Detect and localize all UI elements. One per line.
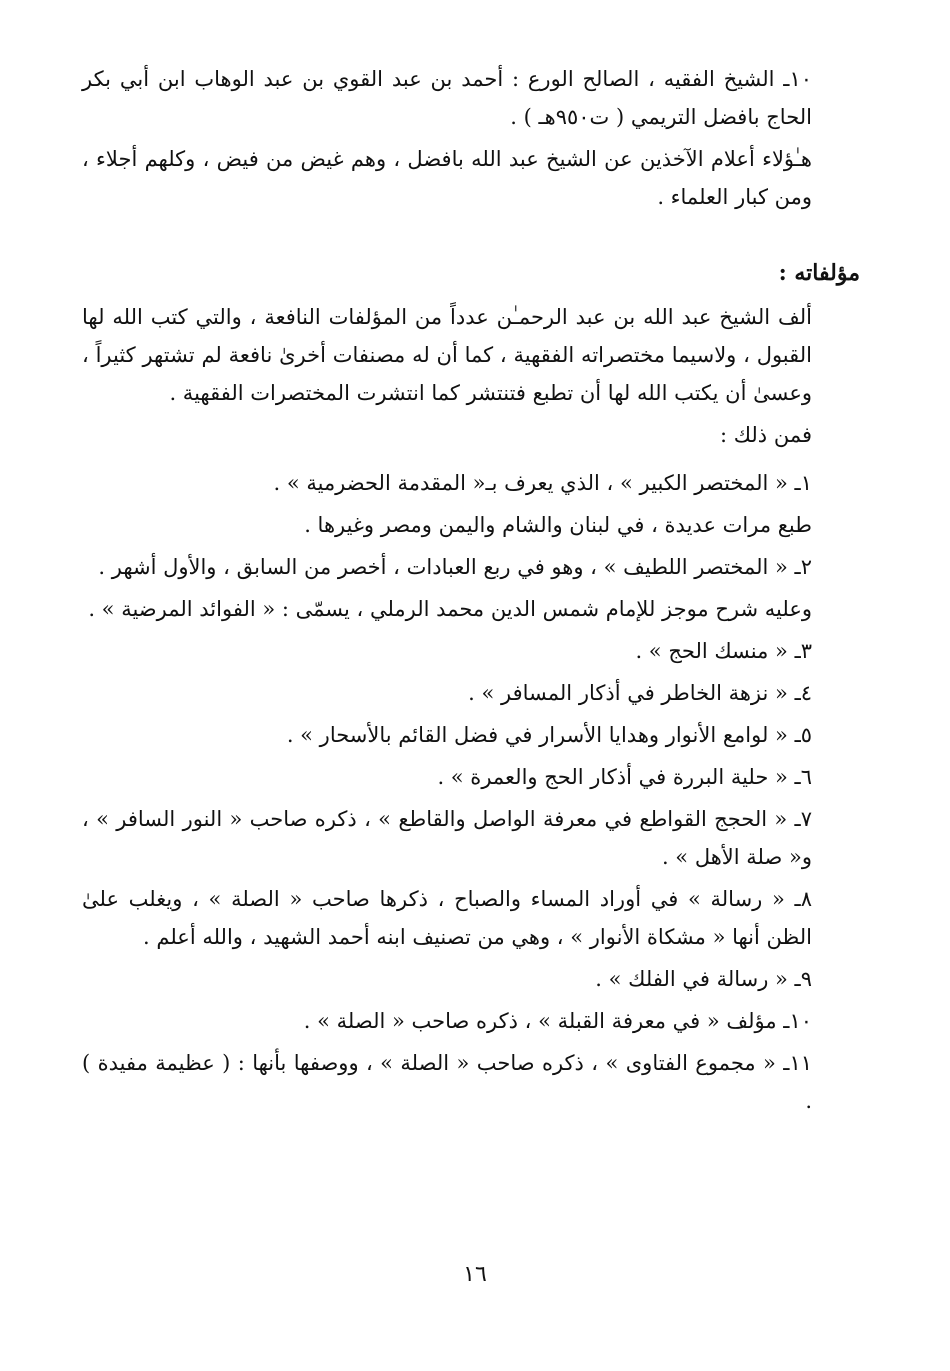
page-body [82,60,860,1124]
list-item: ١١ـ « مجموع الفتاوى » ، ذكره صاحب « الصلة » ، ووصفها بأنها : ( عظيمة مفيدة ) . [82,1051,812,1113]
list-item: ٢ـ « المختصر اللطيف » ، وهو في ربع العبادات ، أخصر من السابق ، والأول أشهر . [98,555,812,579]
paragraph-summary: هـٰؤلاء أعلام الآخذين عن الشيخ عبد الله بافضل ، وهم غيض من فيض ، وكلهم أجلاء ، ومن كبار العلماء . [82,147,812,209]
list-item: ١ـ « المختصر الكبير » ، الذي يعرف بـ« المقدمة الحضرمية » . [273,471,812,495]
list-item: ٤ـ « نزهة الخاطر في أذكار المسافر » . [468,681,812,705]
list-item: ١٠ـ مؤلف « في معرفة القبلة » ، ذكره صاحب « الصلة » . [303,1009,812,1033]
list-item-note: وعليه شرح موجز للإمام شمس الدين محمد الرملي ، يسمّى : « الفوائد المرضية » . [88,597,812,621]
from-that-line: فمن ذلك : [719,423,812,447]
page-number: ١٦ [463,1262,487,1287]
section-heading: مؤلفاته : [778,260,860,286]
list-item-note: طبع مرات عديدة ، في لبنان والشام واليمن ومصر وغيرها . [304,513,812,537]
list-item: ٨ـ « رسالة » في أوراد المساء والصباح ، ذكرها صاحب « الصلة » ، ويغلب علىٰ الظن أنها « مشكاة الأنوار » ، وهي من تصنيف ابنه أحمد الشهيد ، والله أعلم . [82,887,812,949]
list-item: ٧ـ « الحجج القواطع في معرفة الواصل والقاطع » ، ذكره صاحب « النور السافر » ، و« صلة الأهل » . [82,807,812,869]
paragraph-scholar-10: ١٠ـ الشيخ الفقيه ، الصالح الورع : أحمد بن عبد القوي بن عبد الوهاب ابن أبي بكر الحاج بافضل التريمي ( ت٩٥٠هـ ) . [82,67,812,129]
list-item: ٩ـ « رسالة في الفلك » . [595,967,812,991]
list-item: ٣ـ « منسك الحج » . [635,639,812,663]
list-item: ٥ـ « لوامع الأنوار وهدايا الأسرار في فضل القائم بالأسحار » . [286,723,812,747]
list-item: ٦ـ « حلية البررة في أذكار الحج والعمرة » . [437,765,812,789]
intro-paragraph: ألف الشيخ عبد الله بن عبد الرحمـٰن عدداً من المؤلفات النافعة ، والتي كتب الله لها القبول ، ولاسيما مختصراته الفقهية ، كما أن له مصنفات أخرىٰ نافعة لم تشتهر كثيراً ، وعسىٰ أن يكتب الله لها أن تطبع فتنتشر كما انتشرت المختصرات الفقهية . [82,305,812,405]
